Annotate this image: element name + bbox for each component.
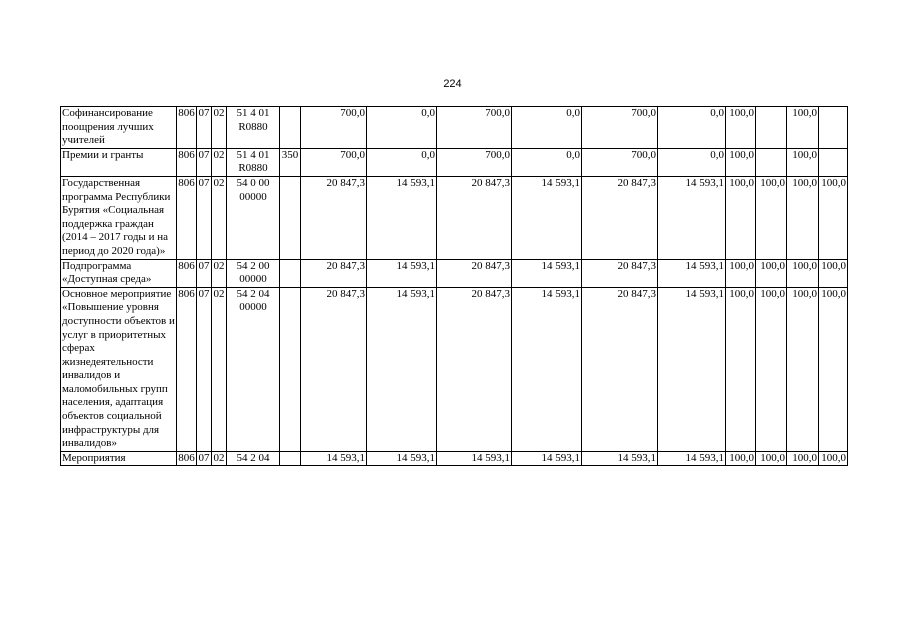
section-code: 07 — [197, 107, 212, 149]
percent-1: 100,0 — [726, 176, 756, 259]
amount-6: 14 593,1 — [658, 259, 726, 287]
percent-4 — [819, 107, 848, 149]
amount-5: 700,0 — [582, 148, 658, 176]
table-row — [61, 148, 848, 176]
amount-6: 14 593,1 — [658, 176, 726, 259]
amount-1: 20 847,3 — [301, 259, 367, 287]
amount-5: 20 847,3 — [582, 287, 658, 451]
percent-2 — [756, 148, 787, 176]
ved-code: 806 — [177, 259, 197, 287]
subsection-code: 02 — [212, 451, 227, 466]
section-code: 07 — [197, 451, 212, 466]
row-name: Государственная программа Республики Бурятия «Социальная поддержка граждан (2014 – 2017 годы и на период до 2020 года)» — [61, 176, 177, 259]
expense-type-code — [280, 176, 301, 259]
percent-2: 100,0 — [756, 451, 787, 466]
table-row — [61, 451, 848, 466]
ved-code: 806 — [177, 287, 197, 451]
amount-3: 20 847,3 — [437, 287, 512, 451]
amount-1: 14 593,1 — [301, 451, 367, 466]
subsection-code: 02 — [212, 107, 227, 149]
table-row — [61, 259, 848, 287]
table-row — [61, 176, 848, 259]
expense-type-code — [280, 107, 301, 149]
amount-2: 0,0 — [367, 107, 437, 149]
page-number: 224 — [443, 78, 462, 90]
row-name: Софинансирование поощрения лучших учителей — [61, 107, 177, 149]
amount-3: 700,0 — [437, 148, 512, 176]
ved-code: 806 — [177, 451, 197, 466]
percent-4: 100,0 — [819, 176, 848, 259]
target-article-code: 54 0 00 00000 — [227, 176, 280, 259]
ved-code: 806 — [177, 107, 197, 149]
percent-2: 100,0 — [756, 287, 787, 451]
target-article-code: 51 4 01 R0880 — [227, 107, 280, 149]
amount-6: 14 593,1 — [658, 451, 726, 466]
percent-2 — [756, 107, 787, 149]
amount-1: 20 847,3 — [301, 287, 367, 451]
amount-2: 14 593,1 — [367, 451, 437, 466]
ved-code: 806 — [177, 148, 197, 176]
expense-type-code — [280, 451, 301, 466]
table-row — [61, 107, 848, 149]
amount-6: 0,0 — [658, 148, 726, 176]
amount-2: 14 593,1 — [367, 259, 437, 287]
target-article-code: 51 4 01 R0880 — [227, 148, 280, 176]
amount-5: 14 593,1 — [582, 451, 658, 466]
target-article-code: 54 2 04 — [227, 451, 280, 466]
expense-type-code: 350 — [280, 148, 301, 176]
amount-3: 20 847,3 — [437, 259, 512, 287]
amount-4: 0,0 — [512, 148, 582, 176]
percent-4: 100,0 — [819, 287, 848, 451]
percent-3: 100,0 — [787, 176, 819, 259]
amount-2: 14 593,1 — [367, 287, 437, 451]
table-row — [61, 287, 848, 451]
target-article-code: 54 2 04 00000 — [227, 287, 280, 451]
percent-1: 100,0 — [726, 259, 756, 287]
target-article-code: 54 2 00 00000 — [227, 259, 280, 287]
percent-4: 100,0 — [819, 451, 848, 466]
amount-2: 0,0 — [367, 148, 437, 176]
expense-type-code — [280, 287, 301, 451]
section-code: 07 — [197, 148, 212, 176]
amount-1: 700,0 — [301, 148, 367, 176]
amount-2: 14 593,1 — [367, 176, 437, 259]
percent-3: 100,0 — [787, 287, 819, 451]
amount-3: 700,0 — [437, 107, 512, 149]
budget-table — [60, 106, 848, 466]
amount-4: 14 593,1 — [512, 287, 582, 451]
expense-type-code — [280, 259, 301, 287]
percent-1: 100,0 — [726, 451, 756, 466]
ved-code: 806 — [177, 176, 197, 259]
percent-1: 100,0 — [726, 107, 756, 149]
amount-4: 14 593,1 — [512, 176, 582, 259]
row-name: Основное мероприятие «Повышение уровня доступности объектов и услуг в приоритетных сферах жизнедеятельности инвалидов и маломобильных групп населения, адаптация объектов социальной инфраструктуры для инвалидов» — [61, 287, 177, 451]
percent-3: 100,0 — [787, 259, 819, 287]
row-name: Подпрограмма «Доступная среда» — [61, 259, 177, 287]
percent-3: 100,0 — [787, 451, 819, 466]
row-name: Премии и гранты — [61, 148, 177, 176]
percent-3: 100,0 — [787, 148, 819, 176]
percent-1: 100,0 — [726, 148, 756, 176]
amount-1: 20 847,3 — [301, 176, 367, 259]
amount-4: 14 593,1 — [512, 451, 582, 466]
subsection-code: 02 — [212, 287, 227, 451]
percent-4: 100,0 — [819, 259, 848, 287]
amount-3: 20 847,3 — [437, 176, 512, 259]
percent-1: 100,0 — [726, 287, 756, 451]
subsection-code: 02 — [212, 176, 227, 259]
amount-4: 14 593,1 — [512, 259, 582, 287]
section-code: 07 — [197, 287, 212, 451]
section-code: 07 — [197, 176, 212, 259]
amount-5: 20 847,3 — [582, 176, 658, 259]
row-name: Мероприятия — [61, 451, 177, 466]
amount-6: 0,0 — [658, 107, 726, 149]
percent-2: 100,0 — [756, 259, 787, 287]
section-code: 07 — [197, 259, 212, 287]
subsection-code: 02 — [212, 259, 227, 287]
amount-1: 700,0 — [301, 107, 367, 149]
amount-6: 14 593,1 — [658, 287, 726, 451]
amount-5: 20 847,3 — [582, 259, 658, 287]
percent-4 — [819, 148, 848, 176]
percent-3: 100,0 — [787, 107, 819, 149]
subsection-code: 02 — [212, 148, 227, 176]
percent-2: 100,0 — [756, 176, 787, 259]
amount-3: 14 593,1 — [437, 451, 512, 466]
amount-5: 700,0 — [582, 107, 658, 149]
amount-4: 0,0 — [512, 107, 582, 149]
